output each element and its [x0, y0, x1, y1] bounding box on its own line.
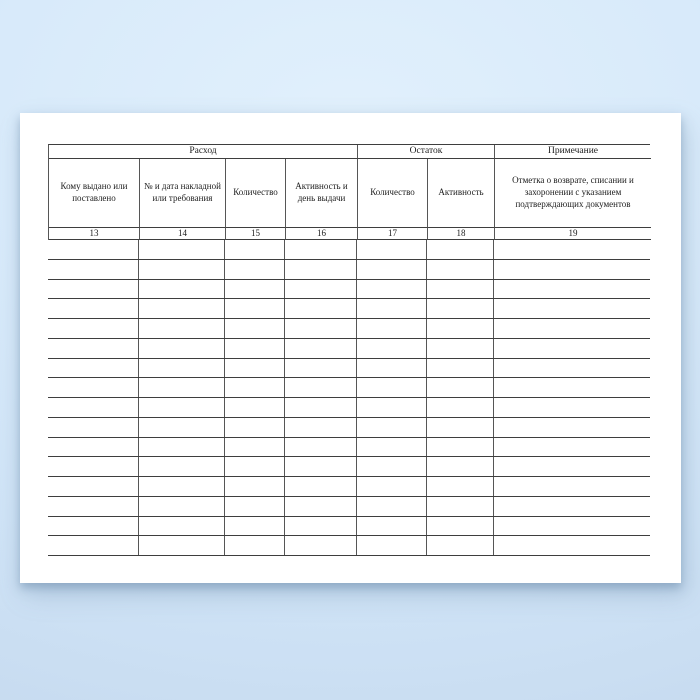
empty-cell: [225, 240, 285, 259]
empty-cell: [427, 398, 494, 417]
empty-cell: [48, 536, 139, 555]
empty-cell: [427, 418, 494, 437]
empty-cell: [357, 240, 427, 259]
empty-cell: [139, 359, 225, 378]
empty-cell: [225, 280, 285, 299]
empty-cell: [225, 339, 285, 358]
table-row: [48, 339, 650, 359]
empty-cell: [357, 398, 427, 417]
empty-cell: [494, 378, 650, 397]
group-header-note: Примечание: [495, 145, 651, 159]
table-row: [48, 240, 650, 260]
empty-cell: [427, 378, 494, 397]
table-body: [48, 240, 650, 556]
empty-cell: [427, 319, 494, 338]
empty-cell: [285, 260, 357, 279]
table-row: [48, 359, 650, 379]
empty-cell: [139, 418, 225, 437]
empty-cell: [285, 359, 357, 378]
empty-cell: [225, 359, 285, 378]
empty-cell: [494, 438, 650, 457]
empty-cell: [357, 418, 427, 437]
empty-cell: [427, 299, 494, 318]
table-row: [48, 260, 650, 280]
table-row: [48, 280, 650, 300]
empty-cell: [48, 457, 139, 476]
empty-cell: [357, 260, 427, 279]
empty-cell: [139, 339, 225, 358]
table-row: [48, 477, 650, 497]
empty-cell: [427, 497, 494, 516]
empty-cell: [357, 477, 427, 496]
empty-cell: [285, 418, 357, 437]
form-page: [20, 113, 681, 583]
empty-cell: [285, 517, 357, 536]
empty-cell: [225, 398, 285, 417]
empty-cell: [48, 378, 139, 397]
empty-cell: [225, 457, 285, 476]
table-row: [48, 536, 650, 556]
column-number-17: 17: [358, 228, 428, 240]
empty-cell: [48, 319, 139, 338]
column-header-quantity-expense: Количество: [226, 159, 286, 228]
empty-cell: [494, 339, 650, 358]
empty-cell: [285, 339, 357, 358]
empty-cell: [357, 438, 427, 457]
table-row: [48, 517, 650, 537]
group-header-remainder: Остаток: [358, 145, 495, 159]
empty-cell: [427, 359, 494, 378]
empty-cell: [225, 378, 285, 397]
empty-cell: [357, 457, 427, 476]
empty-cell: [357, 497, 427, 516]
empty-cell: [494, 319, 650, 338]
table-row: [48, 319, 650, 339]
empty-cell: [48, 517, 139, 536]
group-header-expense: Расход: [49, 145, 358, 159]
empty-cell: [225, 497, 285, 516]
column-header-invoice-number-date: № и дата накладной или требования: [140, 159, 226, 228]
column-header-issued-to: Кому выдано или поставлено: [49, 159, 140, 228]
empty-cell: [139, 536, 225, 555]
empty-cell: [494, 457, 650, 476]
empty-cell: [225, 517, 285, 536]
empty-cell: [139, 319, 225, 338]
empty-cell: [494, 260, 650, 279]
column-header-quantity-remainder: Количество: [358, 159, 428, 228]
empty-cell: [225, 536, 285, 555]
empty-cell: [285, 299, 357, 318]
empty-cell: [225, 418, 285, 437]
table-row: [48, 418, 650, 438]
empty-cell: [357, 299, 427, 318]
table-row: [48, 497, 650, 517]
column-number-14: 14: [140, 228, 226, 240]
empty-cell: [139, 457, 225, 476]
empty-cell: [139, 378, 225, 397]
empty-cell: [48, 477, 139, 496]
table-row: [48, 398, 650, 418]
empty-cell: [427, 260, 494, 279]
column-number-15: 15: [226, 228, 286, 240]
empty-cell: [225, 260, 285, 279]
empty-cell: [225, 477, 285, 496]
empty-cell: [285, 497, 357, 516]
empty-cell: [494, 418, 650, 437]
empty-cell: [494, 280, 650, 299]
empty-cell: [427, 438, 494, 457]
journal-table: [48, 144, 650, 556]
empty-cell: [48, 339, 139, 358]
column-header-activity: Активность: [428, 159, 495, 228]
table-row: [48, 457, 650, 477]
empty-cell: [427, 477, 494, 496]
empty-cell: [285, 280, 357, 299]
empty-cell: [285, 240, 357, 259]
empty-cell: [48, 240, 139, 259]
column-number-13: 13: [49, 228, 140, 240]
empty-cell: [48, 359, 139, 378]
empty-cell: [139, 438, 225, 457]
empty-cell: [427, 280, 494, 299]
empty-cell: [139, 517, 225, 536]
empty-cell: [357, 280, 427, 299]
empty-cell: [48, 280, 139, 299]
empty-cell: [357, 536, 427, 555]
empty-cell: [285, 536, 357, 555]
empty-cell: [357, 339, 427, 358]
empty-cell: [139, 497, 225, 516]
empty-cell: [225, 319, 285, 338]
empty-cell: [427, 240, 494, 259]
empty-cell: [225, 438, 285, 457]
empty-cell: [48, 299, 139, 318]
empty-cell: [48, 418, 139, 437]
empty-cell: [494, 240, 650, 259]
empty-cell: [494, 517, 650, 536]
empty-cell: [494, 359, 650, 378]
empty-cell: [285, 398, 357, 417]
empty-cell: [285, 378, 357, 397]
empty-cell: [494, 477, 650, 496]
column-number-19: 19: [495, 228, 651, 240]
table-row: [48, 438, 650, 458]
empty-cell: [285, 438, 357, 457]
empty-cell: [427, 339, 494, 358]
column-header-return-writeoff-note: Отметка о возврате, списании и захоронении с указанием подтверждающих документов: [495, 159, 651, 228]
empty-cell: [494, 299, 650, 318]
table-row: [48, 299, 650, 319]
empty-cell: [139, 299, 225, 318]
empty-cell: [427, 536, 494, 555]
column-header-activity-issue-day: Активность и день выдачи: [286, 159, 358, 228]
empty-cell: [48, 497, 139, 516]
empty-cell: [285, 457, 357, 476]
empty-cell: [48, 398, 139, 417]
empty-cell: [48, 438, 139, 457]
empty-cell: [139, 477, 225, 496]
empty-cell: [357, 517, 427, 536]
empty-cell: [285, 477, 357, 496]
empty-cell: [48, 260, 139, 279]
empty-cell: [357, 319, 427, 338]
empty-cell: [285, 319, 357, 338]
empty-cell: [139, 240, 225, 259]
empty-cell: [357, 378, 427, 397]
empty-cell: [494, 497, 650, 516]
column-number-16: 16: [286, 228, 358, 240]
column-number-18: 18: [428, 228, 495, 240]
empty-cell: [139, 260, 225, 279]
empty-cell: [494, 536, 650, 555]
empty-cell: [427, 457, 494, 476]
empty-cell: [494, 398, 650, 417]
table-header: [48, 144, 650, 240]
empty-cell: [139, 398, 225, 417]
table-row: [48, 378, 650, 398]
empty-cell: [357, 359, 427, 378]
empty-cell: [225, 299, 285, 318]
empty-cell: [427, 517, 494, 536]
empty-cell: [139, 280, 225, 299]
